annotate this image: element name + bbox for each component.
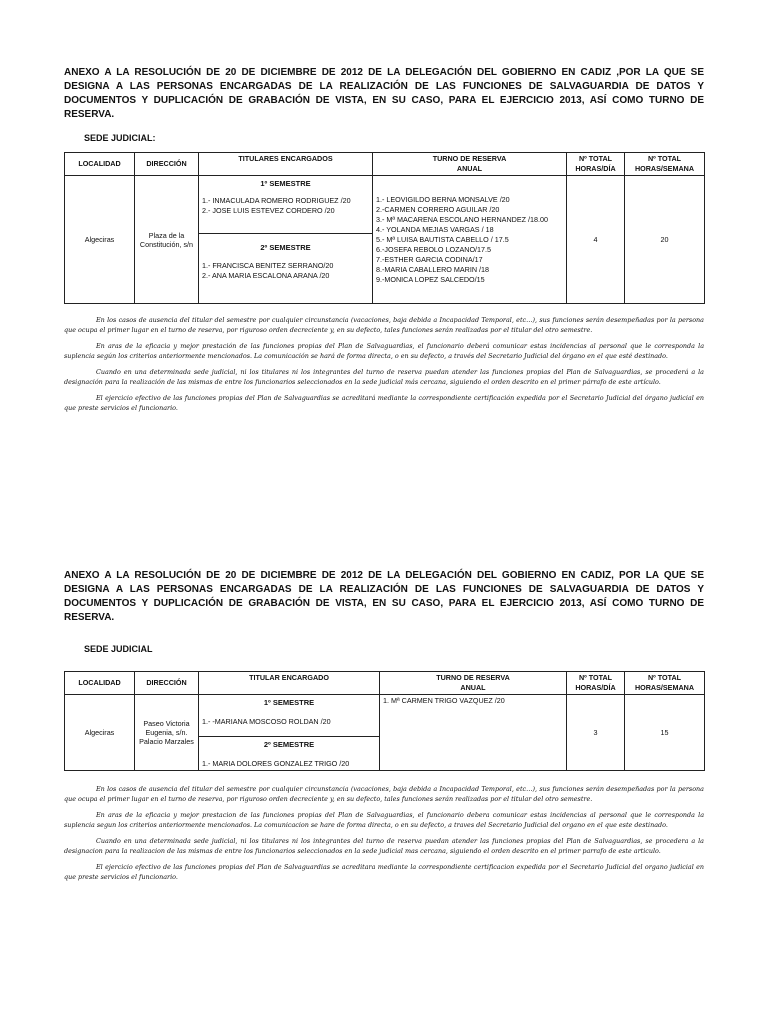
list-item: 1.- FRANCISCA BENITEZ SERRANO/20 [202,261,334,270]
assignment-table [64,671,705,771]
header-localidad: LOCALIDAD [65,672,135,695]
cell-localidad: Algeciras [65,695,135,771]
header-horas-semana-line1: Nº TOTAL [647,154,682,163]
sede-judicial-label: SEDE JUDICIAL [84,644,153,654]
list-item: 8.-MARIA CABALLERO MARIN /18 [376,264,490,274]
header-titulares: TITULAR ENCARGADO [199,672,380,695]
header-turno-reserva [373,153,567,176]
cell-direccion: Plaza de la Constitución, s/n [135,176,199,304]
cell-semester-2 [199,737,380,771]
annex-title: ANEXO A LA RESOLUCIÓN DE 20 DE DICIEMBRE DE 2012 DE LA DELEGACIÓN DEL GOBIERNO EN CADIZ ,POR LA QUE SE DESIGNA A LAS PERSONAS ENCARGADAS DE LA REALIZACIÓN DE LAS FUNCIONES DE SALVAGUARDIA DE DATOS Y DOCUMENTOS Y DUPLICACIÓN DE GRABACIÓN DE VISTA, EN SU CASO, PARA EL EJERCICIO 2013, ASÍ COMO TURNO DE RESERVA. [64,67,704,120]
semester-1-list [202,717,376,727]
cell-horas-dia: 3 [567,695,625,771]
cell-horas-semana: 15 [625,695,705,771]
paragraph: Cuando en una determinada sede judicial, ni los titulares ni los integrantes del turno de reserva puedan atender las funciones propias del Plan de Salvaguardias, se procederá a la designación para la realización de las mismas de entre los funcionarios seleccionados en la sede judicial más cercana, siguiendo el orden descrito en el primer párrafo de este artículo. [64,368,704,386]
semester-2-list [202,261,369,281]
list-item: 2.- ANA MARIA ESCALONA ARANA /20 [202,271,330,280]
list-item: 2.-CARMEN CORRERO AGUILAR /20 [376,204,500,214]
paragraph: El ejercicio efectivo de las funciones propias del Plan de Salvaguardias se acreditara mediante la correspondiente certificacion expedida por el Secretario Judicial del organo judicial en que preste servicios el funcionario. [64,863,704,881]
list-item: 9.-MONICA LOPEZ SALCEDO/15 [376,274,485,284]
list-item: 1.- LEOVIGILDO BERNA MONSALVE /20 [376,194,510,204]
reserva-list [376,195,563,285]
header-horas-dia [567,672,625,695]
header-horas-dia-line1: Nº TOTAL [578,154,613,163]
header-turno-line1: TURNO DE RESERVA [436,673,510,682]
paragraph: El ejercicio efectivo de las funciones propias del Plan de Salvaguardias se acreditará mediante la correspondiente certificación expedida por el Secretario Judicial del órgano judicial en que preste servicios el funcionario. [64,394,704,412]
header-titulares: TITULARES ENCARGADOS [199,153,373,176]
annex-section-2 [64,569,704,889]
semester-1-list [202,196,369,216]
paragraph: En los casos de ausencia del titular del semestre por cualquier circunstancia (vacaciones, baja debida a Incapacidad Temporal, etc…), sus funciones serán desempeñadas por la persona que ocupa el primer lugar en el turno de reserva, por riguroso orden decreciente y, en su defecto, tales funciones serán realizadas por el titular del otro semestre. [64,785,704,803]
semester-2-label: 2º SEMESTRE [263,740,315,749]
header-turno-line1: TURNO DE RESERVA [432,154,507,163]
semester-1-label: 1º SEMESTRE [263,698,315,707]
cell-turno-reserva [373,176,567,304]
sede-judicial-label: SEDE JUDICIAL: [84,133,156,143]
header-horas-semana [625,672,705,695]
assignment-table [64,152,705,304]
list-item: 7.-ESTHER GARCIA CODINA/17 [376,254,483,264]
header-localidad: LOCALIDAD [65,153,135,176]
cell-turno-reserva [380,695,567,771]
paragraph: En los casos de ausencia del titular del semestre por cualquier circunstancia (vacaciones, baja debida a Incapacidad Temporal, etc…), sus funciones serán desempeñadas por la persona que ocupa el primer lugar en el turno de reserva, por riguroso orden decreciente y, en su defecto, tales funciones serán realizadas por el titular del otro semestre. [64,316,704,334]
header-turno-line2: ANUAL [456,164,483,173]
cell-horas-dia: 4 [567,176,625,304]
header-horas-semana-line2: HORAS/SEMANA [634,683,695,692]
list-item: 4.- YOLANDA MEJIAS VARGAS / 18 [376,224,494,234]
header-direccion: DIRECCIÓN [135,153,199,176]
list-item: 5.- Mª LUISA BAUTISTA CABELLO / 17.5 [376,234,509,244]
header-horas-dia-line2: HORAS/DÍA [575,164,616,173]
list-item: 3.- Mª MACARENA ESCOLANO HERNANDEZ /18.00 [376,214,549,224]
header-horas-dia-line1: Nº TOTAL [578,673,613,682]
reserva-list [383,696,563,706]
table-row [65,695,705,737]
rules-paragraphs [64,785,704,882]
header-horas-dia-line2: HORAS/DÍA [575,683,616,692]
paragraph: En aras de la eficacia y mejor prestación de las funciones propias del Plan de Salvaguardias, el funcionario deberá comunicar estas incidencias al personal que le corresponda la suplencia según los criterios anteriormente mencionados. La comunicación se hará de forma directa, o en su defecto, a través del Secretario Judicial del órgano en el que esté destinado. [64,342,704,360]
rules-paragraphs [64,316,704,413]
table-header-row [65,153,705,176]
semester-1-label: 1º SEMESTRE [260,179,311,188]
header-direccion: DIRECCIÓN [135,672,199,695]
cell-localidad: Algeciras [65,176,135,304]
semester-2-label: 2º SEMESTRE [260,243,311,252]
header-horas-dia [567,153,625,176]
header-turno-line2: ANUAL [460,683,486,692]
annex-section-1 [64,66,704,420]
list-item: 6.-JOSEFA REBOLO LOZANO/17.5 [376,244,492,254]
cell-semester-1 [199,176,373,234]
list-item: 1. Mª CARMEN TRIGO VAZQUEZ /20 [383,696,505,705]
table-header-row [65,672,705,695]
paragraph: Cuando en una determinada sede judicial, ni los titulares ni los integrantes del turno de reserva puedan atender las funciones propias del Plan de Salvaguardias, se procedera a la designacion para la realizacion de las mismas de entre los funcionarios seleccionados en la sede judicial mas cercana, siguiendo el orden descrito en el primer parrafo de este articulo. [64,837,704,855]
table-row [65,176,705,234]
paragraph: En aras de la eficacia y mejor prestacion de las funciones propias del Plan de Salvaguardias, el funcionario debera comunicar estas incidencias al personal que le corresponda la suplencia segun los criterios anteriormente mencionados. La comunicacion se hare de forma directa, o en su defecto, a traves del Secretario Judicial del organo en el que este destinado. [64,811,704,829]
list-item: 1.- -MARIANA MOSCOSO ROLDAN /20 [202,717,331,726]
cell-horas-semana: 20 [625,176,705,304]
header-horas-semana-line2: HORAS/SEMANA [634,164,695,173]
header-turno-reserva [380,672,567,695]
header-horas-semana [625,153,705,176]
cell-semester-1 [199,695,380,737]
semester-2-list [202,759,376,769]
cell-direccion: Paseo Victoria Eugenia, s/n. Palacio Marzales [135,695,199,771]
list-item: 1.- INMACULADA ROMERO RODRIGUEZ /20 [202,196,351,205]
annex-title: ANEXO A LA RESOLUCIÓN DE 20 DE DICIEMBRE DE 2012 DE LA DELEGACIÓN DEL GOBIERNO EN CADIZ, POR LA QUE SE DESIGNA A LAS PERSONAS ENCARGADAS DE LA REALIZACIÓN DE LAS FUNCIONES DE SALVAGUARDIA DE DATOS Y DOCUMENTOS Y DUPLICACIÓN DE GRABACIÓN DE VISTA, EN SU CASO, PARA EL EJERCICIO 2013, ASÍ COMO TURNO DE RESERVA. [64,570,704,623]
list-item: 2.- JOSE LUIS ESTEVEZ CORDERO /20 [202,206,335,215]
list-item: 1.- MARIA DOLORES GONZALEZ TRIGO /20 [202,759,350,768]
cell-semester-2 [199,234,373,304]
header-horas-semana-line1: Nº TOTAL [647,673,682,682]
